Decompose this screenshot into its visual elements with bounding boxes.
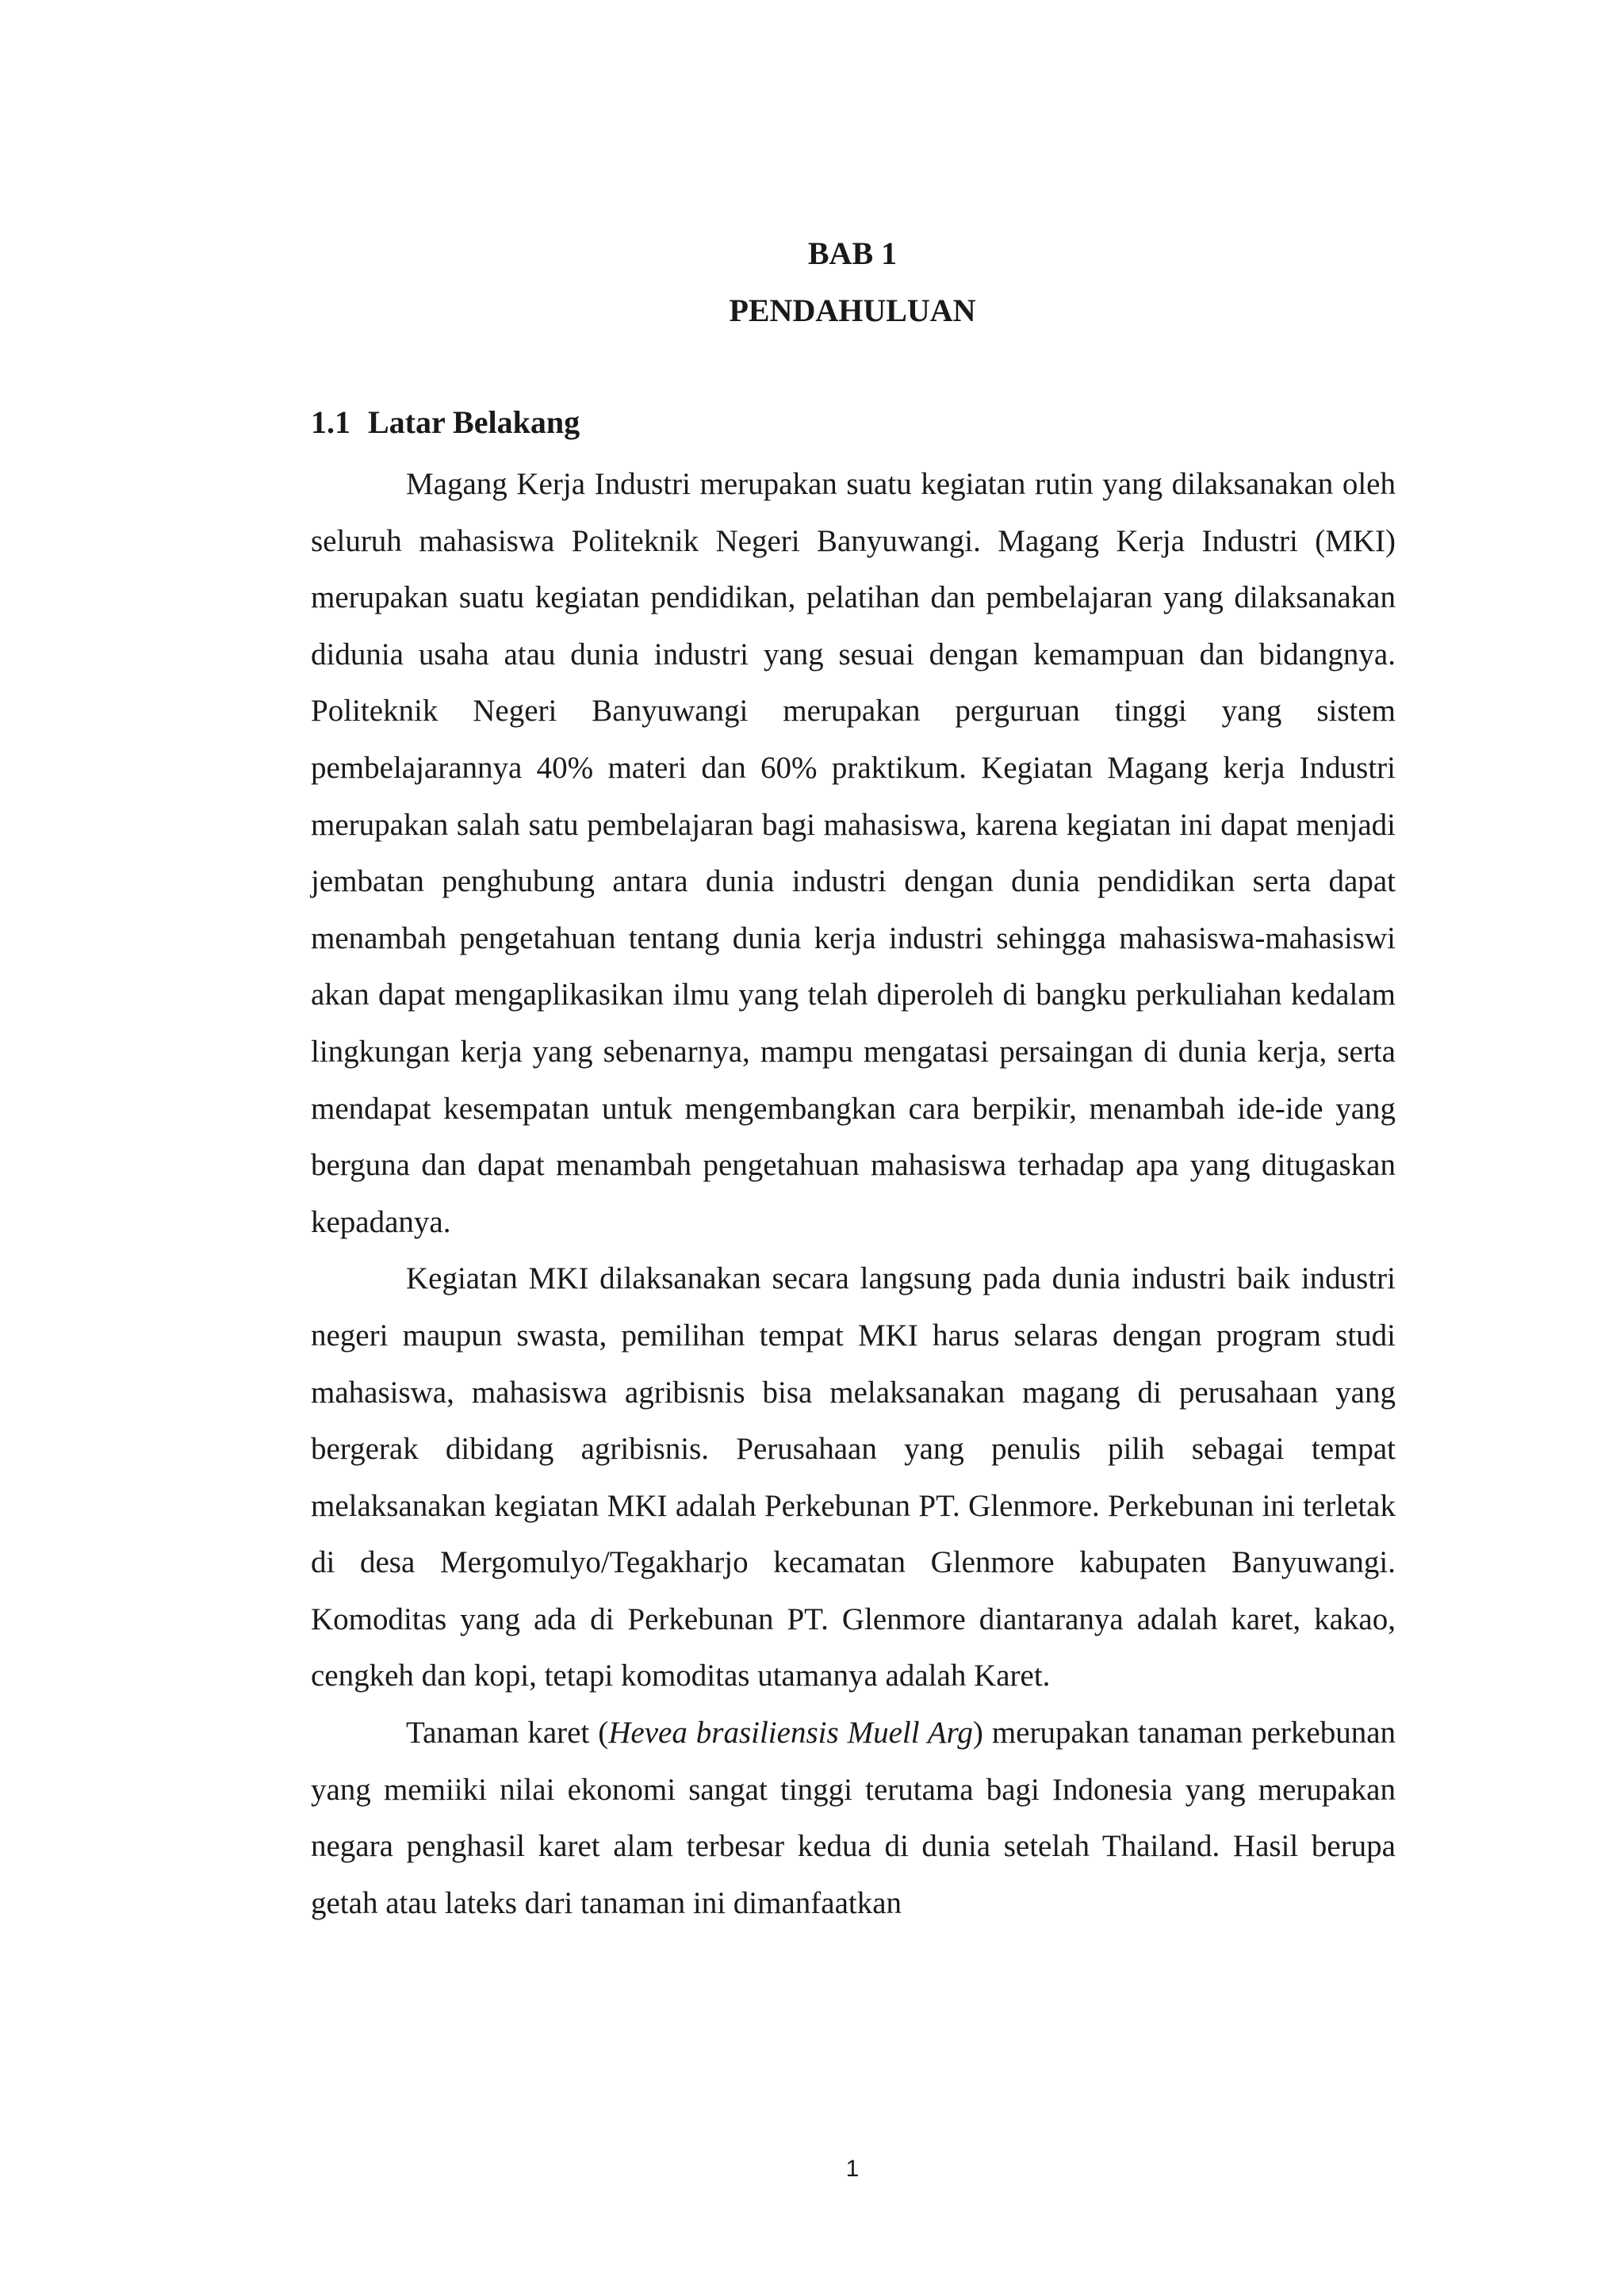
section-number: 1.1 (311, 404, 350, 440)
paragraph-3-lead: Tanaman karet ( (406, 1716, 609, 1751)
chapter-number: BAB 1 (807, 235, 898, 271)
chapter-title: PENDAHULUAN (729, 293, 976, 328)
section-title: Latar Belakang (368, 404, 580, 440)
paragraph-3 (311, 1705, 1396, 1931)
paragraph-3-rest: ) merupakan tanaman perkebunan yang memiiki nilai ekonomi sangat tinggi terutama bagi Indonesia yang merupakan negara penghasil karet alam terbesar kedua di dunia setelah Thailand. Hasil berupa getah atau lateks dari tanaman ini dimanfaatkan (311, 1716, 1396, 1920)
body-text (311, 456, 1396, 1931)
scientific-name: Hevea brasiliensis Muell Arg (608, 1716, 973, 1751)
paragraph-2: Kegiatan MKI dilaksanakan secara langsung pada dunia industri baik industri negeri maupun swasta, pemilihan tempat MKI harus selaras dengan program studi mahasiswa, mahasiswa agribisnis bisa melaksanakan magang di perusahaan yang bergerak dibidang agribisnis. Perusahaan yang penulis pilih sebagai tempat melaksanakan kegiatan MKI adalah Perkebunan PT. Glenmore. Perkebunan ini terletak di desa Mergomulyo/Tegakharjo kecamatan Glenmore kabupaten Banyuwangi. Komoditas yang ada di Perkebunan PT. Glenmore diantaranya adalah karet, kakao, cengkeh dan kopi, tetapi komoditas utamanya adalah Karet. (311, 1261, 1396, 1693)
paragraph-1: Magang Kerja Industri merupakan suatu kegiatan rutin yang dilaksanakan oleh seluruh mahasiswa Politeknik Negeri Banyuwangi. Magang Kerja Industri (MKI) merupakan suatu kegiatan pendidikan, pelatihan dan pembelajaran yang dilaksanakan didunia usaha atau dunia industri yang sesuai dengan kemampuan dan bidangnya. Politeknik Negeri Banyuwangi merupakan perguruan tinggi yang sistem pembelajarannya 40% materi dan 60% praktikum. Kegiatan Magang kerja Industri merupakan salah satu pembelajaran bagi mahasiswa, karena kegiatan ini dapat menjadi jembatan penghubung antara dunia industri dengan dunia pendidikan serta dapat menambah pengetahuan tentang dunia kerja industri sehingga mahasiswa-mahasiswi akan dapat mengaplikasikan ilmu yang telah diperoleh di bangku perkuliahan kedalam lingkungan kerja yang sebenarnya, mampu mengatasi persaingan di dunia kerja, serta mendapat kesempatan untuk mengembangkan cara berpikir, menambah ide-ide yang berguna dan dapat menambah pengetahuan mahasiswa terhadap apa yang ditugaskan kepadanya. (311, 467, 1396, 1239)
section-heading (311, 400, 580, 445)
page-number: 1 (845, 2156, 860, 2182)
